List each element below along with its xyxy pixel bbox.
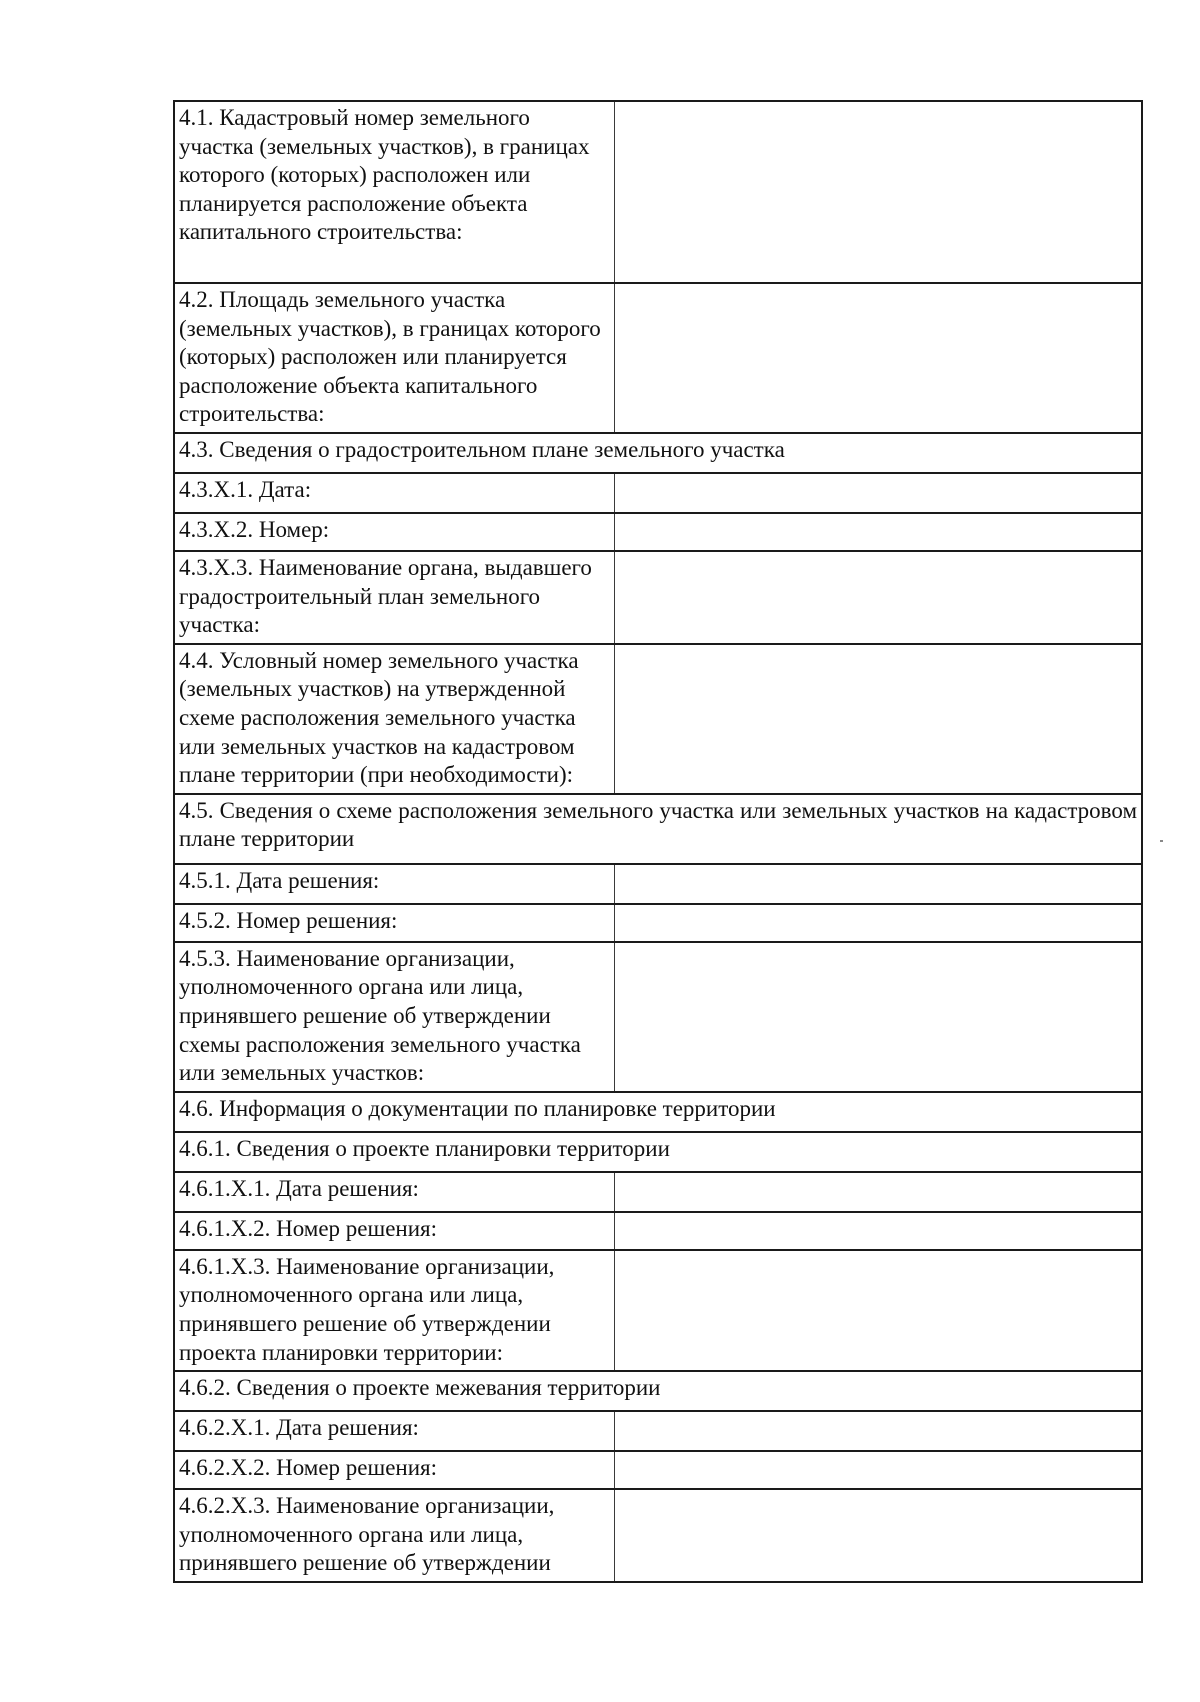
form-row <box>174 101 1142 283</box>
field-value[interactable] <box>614 644 1142 794</box>
section-heading-row <box>174 433 1142 473</box>
form-row <box>174 1212 1142 1250</box>
field-value[interactable] <box>614 1489 1142 1582</box>
section-heading-row <box>174 1371 1142 1411</box>
section-heading-row <box>174 1132 1142 1172</box>
section-heading-row <box>174 794 1142 864</box>
form-row <box>174 1172 1142 1212</box>
form-row <box>174 1451 1142 1489</box>
field-label: 4.5.2. Номер решения: <box>174 904 614 942</box>
field-label: 4.6.2.Х.3. Наименование организации, уполномоченного органа или лица, принявшего решение об утверждении <box>174 1489 614 1582</box>
field-value[interactable] <box>614 942 1142 1092</box>
field-label: 4.6.2.Х.2. Номер решения: <box>174 1451 614 1489</box>
field-value[interactable] <box>614 1250 1142 1371</box>
form-row <box>174 864 1142 904</box>
form-row <box>174 942 1142 1092</box>
field-value[interactable] <box>614 473 1142 513</box>
field-value[interactable] <box>614 283 1142 433</box>
section-heading: 4.6.1. Сведения о проекте планировки территории <box>174 1132 1142 1172</box>
scan-artifact <box>1160 840 1163 842</box>
section-heading: 4.6. Информация о документации по планировке территории <box>174 1092 1142 1132</box>
field-label: 4.6.1.Х.1. Дата решения: <box>174 1172 614 1212</box>
field-value[interactable] <box>614 1451 1142 1489</box>
field-value[interactable] <box>614 1172 1142 1212</box>
field-label: 4.3.Х.2. Номер: <box>174 513 614 551</box>
field-label: 4.3.Х.3. Наименование органа, выдавшего градостроительный план земельного участка: <box>174 551 614 644</box>
form-row <box>174 513 1142 551</box>
form-row <box>174 1411 1142 1451</box>
field-value[interactable] <box>614 1212 1142 1250</box>
form-row <box>174 473 1142 513</box>
form-row <box>174 644 1142 794</box>
form-row <box>174 551 1142 644</box>
form-row <box>174 904 1142 942</box>
field-label: 4.6.2.Х.1. Дата решения: <box>174 1411 614 1451</box>
field-value[interactable] <box>614 864 1142 904</box>
field-label: 4.4. Условный номер земельного участка (земельных участков) на утвержденной схеме расположения земельного участка или земельных участков на кадастровом плане территории (при необходимости): <box>174 644 614 794</box>
form-row <box>174 1250 1142 1371</box>
field-label: 4.1. Кадастровый номер земельного участка (земельных участков), в границах которого (которых) расположен или планируется расположение объекта капитального строительства: <box>174 101 614 283</box>
section-heading: 4.5. Сведения о схеме расположения земельного участка или земельных участков на кадастровом плане территории <box>174 794 1142 864</box>
field-label: 4.6.1.Х.2. Номер решения: <box>174 1212 614 1250</box>
form-row <box>174 283 1142 433</box>
field-label: 4.2. Площадь земельного участка (земельных участков), в границах которого (которых) расположен или планируется расположение объекта капитального строительства: <box>174 283 614 433</box>
field-label: 4.3.Х.1. Дата: <box>174 473 614 513</box>
field-label: 4.5.1. Дата решения: <box>174 864 614 904</box>
form-row <box>174 1489 1142 1582</box>
field-label: 4.6.1.Х.3. Наименование организации, уполномоченного органа или лица, принявшего решение об утверждении проекта планировки территории: <box>174 1250 614 1371</box>
field-label: 4.5.3. Наименование организации, уполномоченного органа или лица, принявшего решение об утверждении схемы расположения земельного участка или земельных участков: <box>174 942 614 1092</box>
section-heading-row <box>174 1092 1142 1132</box>
field-value[interactable] <box>614 904 1142 942</box>
field-value[interactable] <box>614 101 1142 283</box>
form-table-body <box>174 101 1142 1582</box>
form-table <box>173 100 1143 1583</box>
field-value[interactable] <box>614 1411 1142 1451</box>
section-heading: 4.6.2. Сведения о проекте межевания территории <box>174 1371 1142 1411</box>
field-value[interactable] <box>614 513 1142 551</box>
section-heading: 4.3. Сведения о градостроительном плане земельного участка <box>174 433 1142 473</box>
field-value[interactable] <box>614 551 1142 644</box>
